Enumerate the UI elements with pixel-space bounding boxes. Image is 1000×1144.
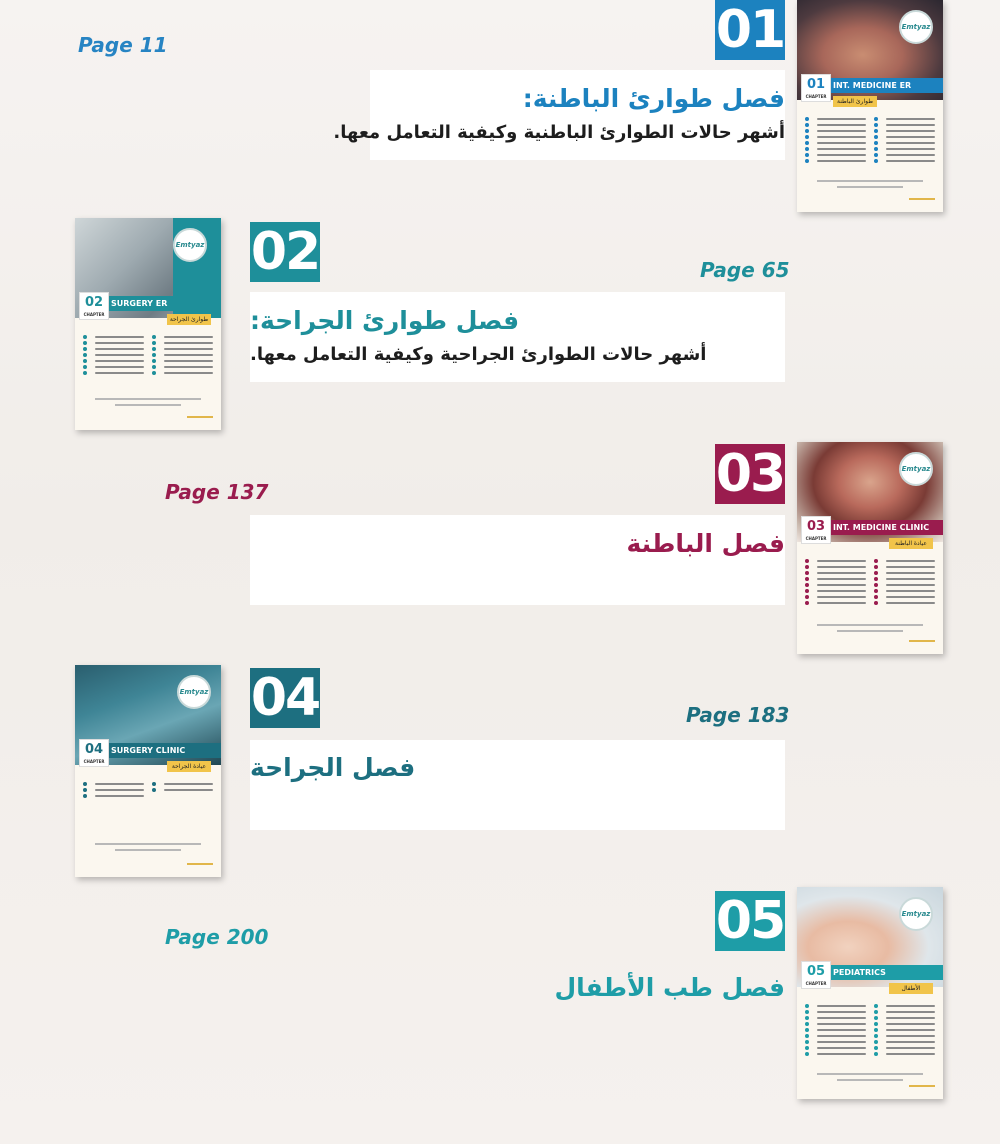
cover-chapter-label: CHAPTER (83, 312, 105, 317)
cover-credits-line (837, 1079, 903, 1081)
cover-chapter-number: 04 (84, 742, 104, 757)
chapter-03-number: 03 (715, 444, 785, 504)
cover-title-bar: SURGERY ER (105, 296, 221, 311)
cover-chapter-number: 03 (806, 519, 826, 534)
chapter-03-title[interactable]: فصل الباطنة (626, 529, 785, 558)
chapter-05-title[interactable]: فصل طب الأطفال (554, 973, 785, 1002)
chapter-04-title[interactable]: فصل الجراحة (250, 753, 416, 782)
cover-arabic-tag: طوارئ الباطنة (833, 96, 877, 107)
cover-chapter-label: CHAPTER (805, 536, 827, 541)
cover-chapter-box (801, 961, 831, 989)
cover-wave-ornament (187, 855, 213, 865)
cover-arabic-tag: عيادة الباطنة (889, 538, 933, 549)
cover-topics-list (83, 783, 213, 801)
cover-credits-line (115, 849, 181, 851)
cover-credits-line (817, 624, 923, 626)
cover-arabic-tag: طوارئ الجراحة (167, 314, 211, 325)
emtyaz-logo: Emtyaz (173, 228, 207, 262)
cover-credits-line (837, 630, 903, 632)
chapter-01-number: 01 (715, 0, 785, 60)
chapter-05-number: 05 (715, 891, 785, 951)
cover-wave-ornament (909, 1077, 935, 1087)
emtyaz-logo: Emtyaz (177, 675, 211, 709)
chapter-05-page[interactable]: Page 200 (165, 925, 269, 949)
cover-title-bar: INT. MEDICINE ER (827, 78, 943, 93)
cover-chapter-box (801, 516, 831, 544)
cover-topics-list (805, 1005, 935, 1059)
cover-topics-list (805, 118, 935, 166)
chapter-02-title[interactable]: فصل طوارئ الجراحة: (250, 306, 520, 335)
chapter-01-title[interactable]: فصل طوارئ الباطنة: (522, 84, 785, 113)
chapter-02-page[interactable]: Page 65 (700, 258, 790, 282)
chapter-03-cover[interactable] (797, 442, 943, 654)
cover-credits-line (817, 180, 923, 182)
cover-topics-list (83, 336, 213, 378)
cover-chapter-label: CHAPTER (83, 759, 105, 764)
cover-title-bar: SURGERY CLINIC (105, 743, 221, 758)
chapter-04-number: 04 (250, 668, 320, 728)
chapter-01-page[interactable]: Page 11 (78, 33, 168, 57)
emtyaz-logo: Emtyaz (899, 897, 933, 931)
cover-arabic-tag: الأطفال (889, 983, 933, 994)
chapter-03-page[interactable]: Page 137 (165, 480, 269, 504)
cover-wave-ornament (909, 190, 935, 200)
chapter-02-number: 02 (250, 222, 320, 282)
emtyaz-logo: Emtyaz (899, 10, 933, 44)
cover-chapter-number: 01 (806, 77, 826, 92)
chapter-01-subtitle: أشهر حالات الطوارئ الباطنية وكيفية التعامل معها. (333, 122, 785, 143)
chapter-01-cover[interactable] (797, 0, 943, 212)
cover-credits-line (837, 186, 903, 188)
chapter-02-cover[interactable] (75, 218, 221, 430)
cover-chapter-number: 02 (84, 295, 104, 310)
cover-chapter-box (801, 74, 831, 102)
cover-wave-ornament (909, 632, 935, 642)
chapter-02-subtitle: أشهر حالات الطوارئ الجراحية وكيفية التعامل معها. (250, 344, 707, 365)
cover-chapter-label: CHAPTER (805, 981, 827, 986)
cover-chapter-box (79, 292, 109, 320)
cover-topics-list (805, 560, 935, 608)
cover-chapter-box (79, 739, 109, 767)
cover-credits-line (115, 404, 181, 406)
cover-title-bar: INT. MEDICINE CLINIC (827, 520, 943, 535)
cover-arabic-tag: عيادة الجراحة (167, 761, 211, 772)
cover-wave-ornament (187, 408, 213, 418)
emtyaz-logo: Emtyaz (899, 452, 933, 486)
cover-credits-line (817, 1073, 923, 1075)
cover-credits-line (95, 843, 201, 845)
cover-chapter-label: CHAPTER (805, 94, 827, 99)
cover-title-bar: PEDIATRICS (827, 965, 943, 980)
chapter-04-page[interactable]: Page 183 (686, 703, 790, 727)
chapter-04-cover[interactable] (75, 665, 221, 877)
chapter-05-cover[interactable] (797, 887, 943, 1099)
cover-credits-line (95, 398, 201, 400)
cover-chapter-number: 05 (806, 964, 826, 979)
